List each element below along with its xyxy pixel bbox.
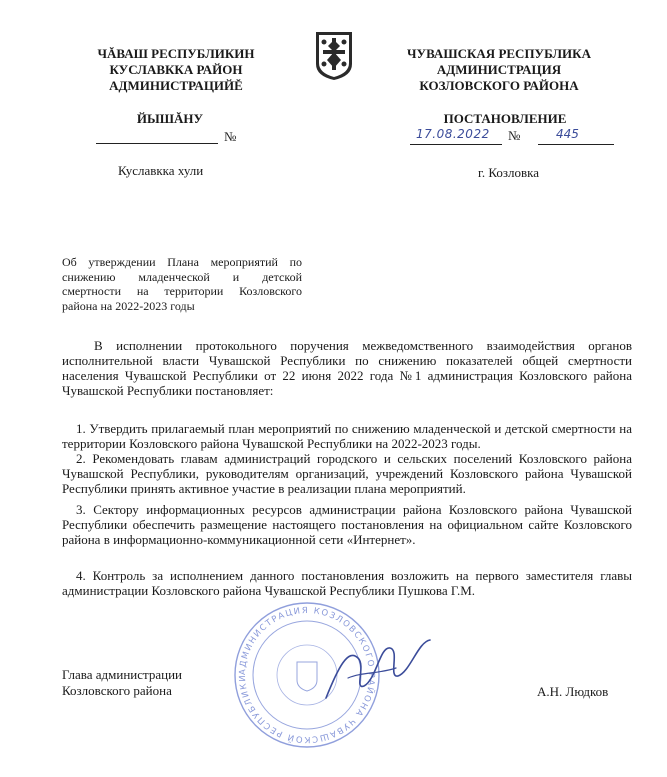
header-left-line-3: АДМИНИСТРАЦИЙĔ (109, 78, 243, 93)
header-left-chuvash (62, 46, 290, 94)
header-right-line-3: КОЗЛОВСКОГО РАЙОНА (419, 78, 579, 93)
header-left-line-1: ЧĂВАШ РЕСПУБЛИКИН (97, 46, 255, 61)
body-item-3: 3. Сектору информационных ресурсов администрации района Козловского района Чувашской Республики обеспечить размещение настоящего постановления на официальном сайте Козловского района в информационно-коммуникационной сети «Интернет». (62, 502, 632, 547)
place-chuvash: Куславкка хули (118, 163, 204, 178)
handwritten-number: 445 (556, 127, 579, 141)
number-field-left (96, 129, 246, 147)
number-sign: № (508, 128, 521, 143)
body-item-2: 2. Рекомендовать главам администраций городского и сельских поселений Козловского района Чувашской Республики, руководителям организаций, учреждений Козловского района Чувашской Республики принять активное участие в реализации плана мероприятий. (62, 451, 632, 496)
number-underline (538, 144, 614, 145)
handwritten-signature (318, 628, 438, 708)
signer-title (62, 667, 182, 699)
number-sign: № (224, 129, 237, 144)
date-underline (410, 144, 502, 145)
document-subject: Об утверждении Плана мероприятий по снижению младенческой и детской смертности на территории Козловского района на 2022-2023 годы (62, 255, 302, 313)
number-field-right (410, 128, 615, 148)
signer-title-line-2: Козловского района (62, 683, 172, 698)
body-intro: В исполнении протокольного поручения межведомственного взаимодействия органов исполнительной власти Чувашской Республики по снижению показателей общей смертности населения Чувашской Республики от 22 июня 2022 года №1 администрация Козловского района Чувашской Республики постановляет: (62, 338, 632, 398)
body-item-1: 1. Утвердить прилагаемый план мероприятий по снижению младенческой и детской смертности на территории Козловского района Чувашской Республики на 2022-2023 годы. (62, 421, 632, 451)
header-right-line-1: ЧУВАШСКАЯ РЕСПУБЛИКА (407, 46, 591, 61)
blank-line (96, 143, 218, 144)
header-right-russian (386, 46, 612, 94)
doctype-russian: ПОСТАНОВЛЕНИЕ (443, 111, 567, 126)
signer-name: А.Н. Людков (537, 684, 609, 699)
doctype-chuvash: ЙЫШĂНУ (136, 111, 204, 126)
place-russian: г. Козловка (478, 165, 540, 180)
chuvash-emblem-icon (314, 30, 354, 82)
signer-title-line-1: Глава администрации (62, 667, 183, 682)
header-right-line-2: АДМИНИСТРАЦИЯ (436, 62, 562, 77)
stamp-text: АДМИНИСТРАЦИЯ КОЗЛОВСКОГО РАЙОНА ЧУВАШСКОЙ РЕСПУБЛИКИ (237, 605, 377, 745)
body-item-4: 4. Контроль за исполнением данного постановления возложить на первого заместителя главы администрации Козловского района Чувашской Республики Пушкова Г.М. (62, 568, 632, 598)
handwritten-date: 17.08.2022 (416, 127, 490, 141)
header-left-line-2: КУСЛАВККА РАЙОН (109, 62, 243, 77)
